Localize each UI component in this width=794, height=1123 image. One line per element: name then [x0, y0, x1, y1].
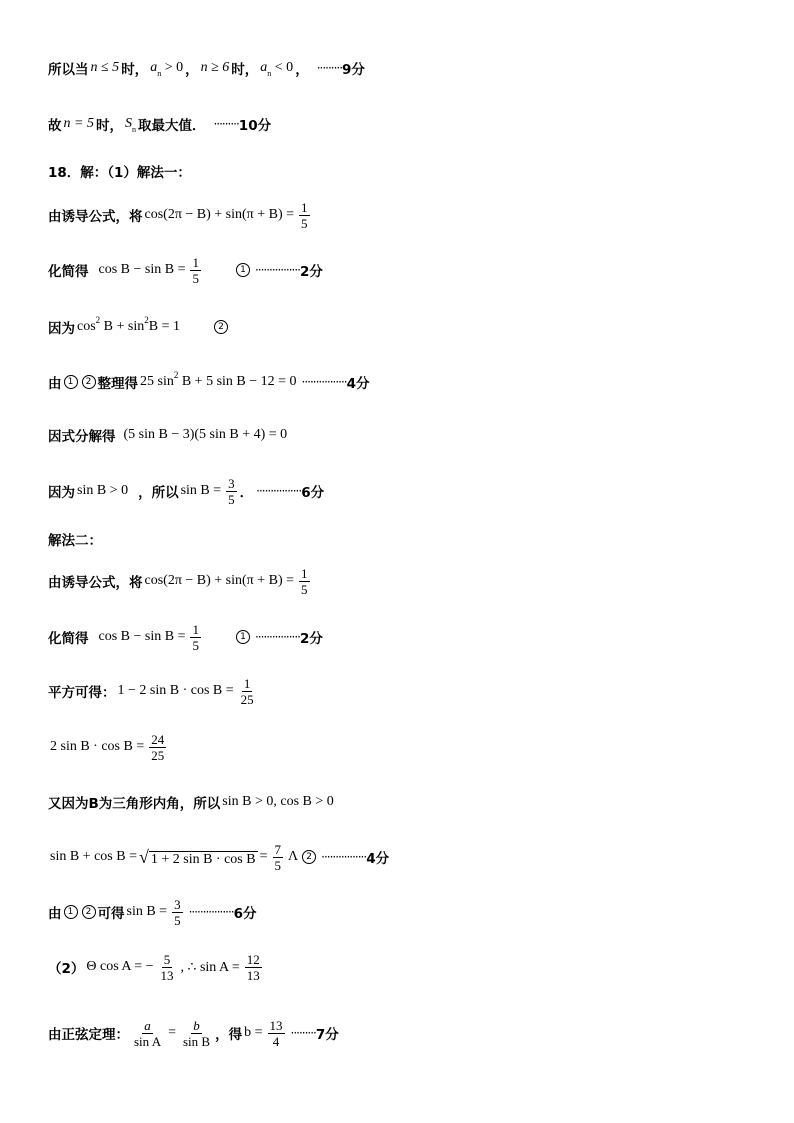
square-root: √ 1 + 2 sin B · cos B [138, 846, 256, 867]
score: 9分 [342, 62, 365, 78]
line-14: 2 sin B · cos B = $\frac{24}{25}$ [50, 731, 165, 763]
fraction: $\frac{12}{13}$ [246, 951, 260, 983]
fraction: $\frac{1}{5}$ [301, 565, 308, 597]
score: 6分 [233, 906, 257, 922]
circled-number: 2 [214, 320, 228, 334]
fraction: $\frac{b}{\text{sin B}}$ [183, 1017, 211, 1049]
line-8: 因式分解得 (5 sin B − 3)(5 sin B + 4) = 0 [48, 427, 288, 445]
line-9: 因为 sin B > 0 ，所以 sin B = $\frac{3}{5}$ ． ················ 6分 [48, 475, 325, 507]
line-3-heading: 18．解：（1）解法一： [48, 165, 191, 181]
circled-number: 2 [82, 375, 96, 389]
line-12: 化简得 cos B − sin B = $\frac{1}{5}$ 1 ················ 2分 [48, 621, 323, 653]
fraction: $\frac{1}{5}$ [301, 199, 308, 231]
fraction: $\frac{5}{13}$ [160, 951, 174, 983]
circled-number: 1 [64, 375, 78, 389]
score: 4分 [346, 376, 370, 392]
circled-number: 2 [302, 850, 316, 864]
circled-number: 1 [236, 630, 250, 644]
fraction: $\frac{1}{5}$ [192, 621, 199, 653]
line-5: 化简得 cos B − sin B = $\frac{1}{5}$ 1 ················ 2分 [48, 254, 323, 286]
score: 6分 [301, 485, 325, 501]
line-16: sin B + cos B = √ 1 + 2 sin B · cos B = $\frac{7}{5}$ Λ 2 ················ 4分 [50, 841, 390, 873]
fraction: $\frac{3}{5}$ [174, 896, 181, 928]
fraction: $\frac{3}{5}$ [228, 475, 235, 507]
score: 2分 [300, 264, 323, 280]
line-7: 由 1 2 整理得 25 $\sin^2 B + 5$ sin B − 12 = 0 ················ 4分 [48, 370, 370, 392]
line-2: 故 n = 5 时， $S_n$ 取最大值． ········· 10分 [48, 116, 272, 134]
line-13: 平方可得： 1 − 2 sin B · cos B = $\frac{1}{25}$ [48, 675, 254, 707]
line-1: 所以当 n ≤ 5 时， $a_n > 0$ ， n ≥ 6 时， $a_n < 0$ ， ········· 9分 [48, 60, 365, 78]
line-6: 因为 $\cos^2 B + \sin^2B = 1$ 2 [48, 310, 230, 344]
line-17: 由 1 2 可得 sin B = $\frac{3}{5}$ ················ 6分 [48, 896, 257, 928]
circled-number: 2 [82, 905, 96, 919]
line-19: 由正弦定理： $\frac{a}{\text{sin A}}$ = $\frac{b}{\text{sin B}}$ ，得 b = $\frac{13}{4}$ ········· 7分 [48, 1017, 339, 1049]
score: 7分 [315, 1027, 339, 1043]
line-4: 由诱导公式，将 cos(2π − B) + sin(π + B) = $\frac{1}{5}$ [48, 199, 308, 231]
score: 10分 [238, 118, 272, 134]
fraction: $\frac{24}{25}$ [151, 731, 165, 763]
circled-number: 1 [236, 263, 250, 277]
line-10-heading: 解法二： [48, 533, 102, 549]
fraction: $\frac{1}{25}$ [240, 675, 254, 707]
line-11: 由诱导公式，将 cos(2π − B) + sin(π + B) = $\frac{1}{5}$ [48, 565, 308, 597]
fraction: $\frac{7}{5}$ [274, 841, 281, 873]
fraction: $\frac{1}{5}$ [192, 254, 199, 286]
line-18: （2） Θ cos A = − $\frac{5}{13}$ , ∴ sin A = $\frac{12}{13}$ [48, 951, 260, 983]
circled-number: 1 [64, 905, 78, 919]
line-15: 又因为B为三角形内角，所以 sin B > 0, cos B > 0 [48, 794, 334, 812]
fraction: $\frac{13}{4}$ [269, 1017, 283, 1049]
score: 4分 [366, 851, 390, 867]
fraction: $\frac{a}{\text{sin A}}$ [134, 1017, 162, 1049]
score: 2分 [300, 631, 323, 647]
